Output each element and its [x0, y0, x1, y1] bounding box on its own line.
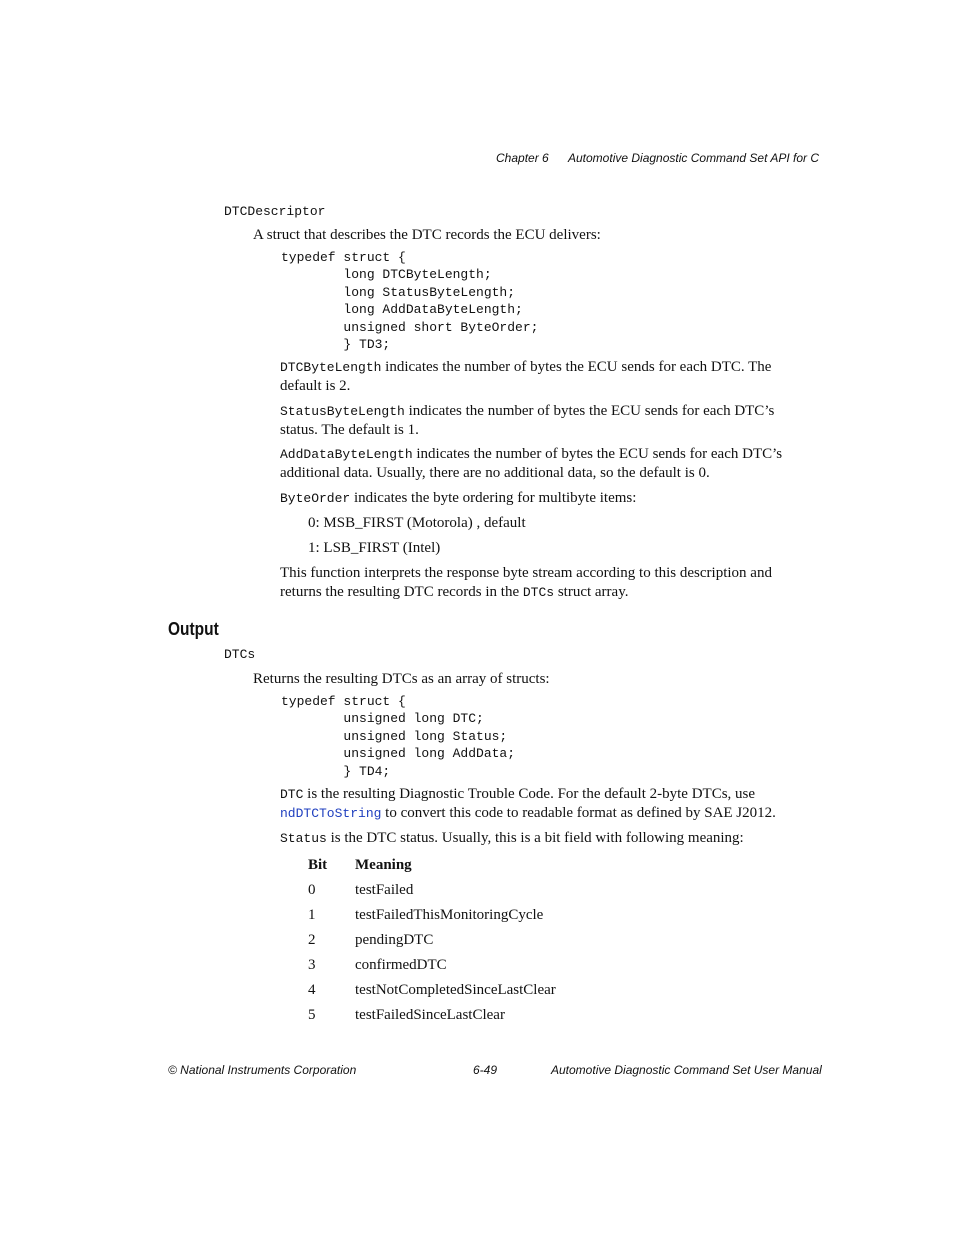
table-row: [308, 953, 556, 978]
cell-bit: 1: [308, 907, 316, 923]
cell-bit: 4: [308, 982, 316, 998]
status-bit-table: [308, 853, 556, 1028]
cell-meaning: pendingDTC: [355, 932, 434, 948]
cell-meaning: confirmedDTC: [355, 957, 447, 973]
paragraph-status: Status is the DTC status. Usually, this is a bit field with following meaning:: [280, 830, 744, 846]
header-title: Automotive Diagnostic Command Set API for C: [568, 151, 819, 165]
dtcdescriptor-intro: A struct that describes the DTC records the ECU delivers:: [253, 227, 601, 243]
cell-meaning: testFailedThisMonitoringCycle: [355, 907, 544, 923]
code-statusbytelength: StatusByteLength: [280, 404, 405, 419]
footer-page-number: 6-49: [473, 1063, 498, 1077]
code-status: Status: [280, 831, 327, 846]
paragraph-statusbytelength: StatusByteLength indicates the number of bytes the ECU sends for each DTC’s status. The default is 1.: [280, 403, 775, 438]
header-chapter: Chapter 6: [496, 151, 549, 165]
table-row: [308, 978, 556, 1003]
column-header-bit: Bit: [308, 857, 328, 873]
cell-meaning: testNotCompletedSinceLastClear: [355, 982, 556, 998]
paragraph-dtc: DTC is the resulting Diagnostic Trouble Code. For the default 2-byte DTCs, use ndDTCToString to convert this code to readable format as defined by SAE J2012.: [280, 786, 776, 821]
paragraph-interprets: This function interprets the response byte stream according to this description and returns the resulting DTC records in the DTCs struct array.: [280, 565, 772, 600]
table-row: [308, 928, 556, 953]
cell-bit: 3: [308, 957, 316, 973]
paragraph-dtcbytelength: DTCByteLength indicates the number of bytes the ECU sends for each DTC. The default is 2.: [280, 359, 772, 394]
code-dtcbytelength: DTCByteLength: [280, 360, 382, 375]
code-adddatabytelength: AddDataByteLength: [280, 447, 413, 462]
term-dtcdescriptor: DTCDescriptor: [224, 204, 326, 219]
code-byteorder: ByteOrder: [280, 491, 351, 506]
term-dtcs: DTCs: [224, 647, 256, 662]
cell-bit: 0: [308, 882, 316, 898]
byteorder-option-0: 0: MSB_FIRST (Motorola) , default: [308, 515, 526, 531]
footer-copyright: © National Instruments Corporation: [168, 1063, 357, 1077]
column-header-meaning: Meaning: [355, 857, 412, 873]
code-dtc: DTC: [280, 787, 304, 802]
paragraph-byteorder: ByteOrder indicates the byte ordering for multibyte items:: [280, 490, 637, 506]
footer-manual-title: Automotive Diagnostic Command Set User Manual: [551, 1063, 822, 1077]
table-row: [308, 1003, 556, 1028]
output-intro: Returns the resulting DTCs as an array of structs:: [253, 671, 550, 687]
cell-meaning: testFailedSinceLastClear: [355, 1007, 505, 1023]
byteorder-option-1: 1: LSB_FIRST (Intel): [308, 540, 441, 556]
table-row: [308, 903, 556, 928]
code-dtcs-inline: DTCs: [522, 585, 555, 600]
cell-bit: 2: [308, 932, 316, 948]
cell-bit: 5: [308, 1007, 316, 1023]
cell-meaning: testFailed: [355, 882, 414, 898]
link-nddtctostring[interactable]: ndDTCToString: [280, 806, 382, 821]
code-block-td4: typedef struct { unsigned long DTC; unsigned long Status; unsigned long AddData; } TD4;: [281, 694, 516, 779]
code-block-td3: typedef struct { long DTCByteLength; long StatusByteLength; long AddDataByteLength; unsigned short ByteOrder; } TD3;: [281, 250, 539, 353]
table-row: [308, 878, 556, 903]
section-heading-output: Output: [168, 619, 219, 639]
paragraph-adddatabytelength: AddDataByteLength indicates the number of bytes the ECU sends for each DTC’s additional data. Usually, there are no additional data, so the default is 0.: [280, 446, 783, 481]
table-header-row: [308, 853, 556, 878]
